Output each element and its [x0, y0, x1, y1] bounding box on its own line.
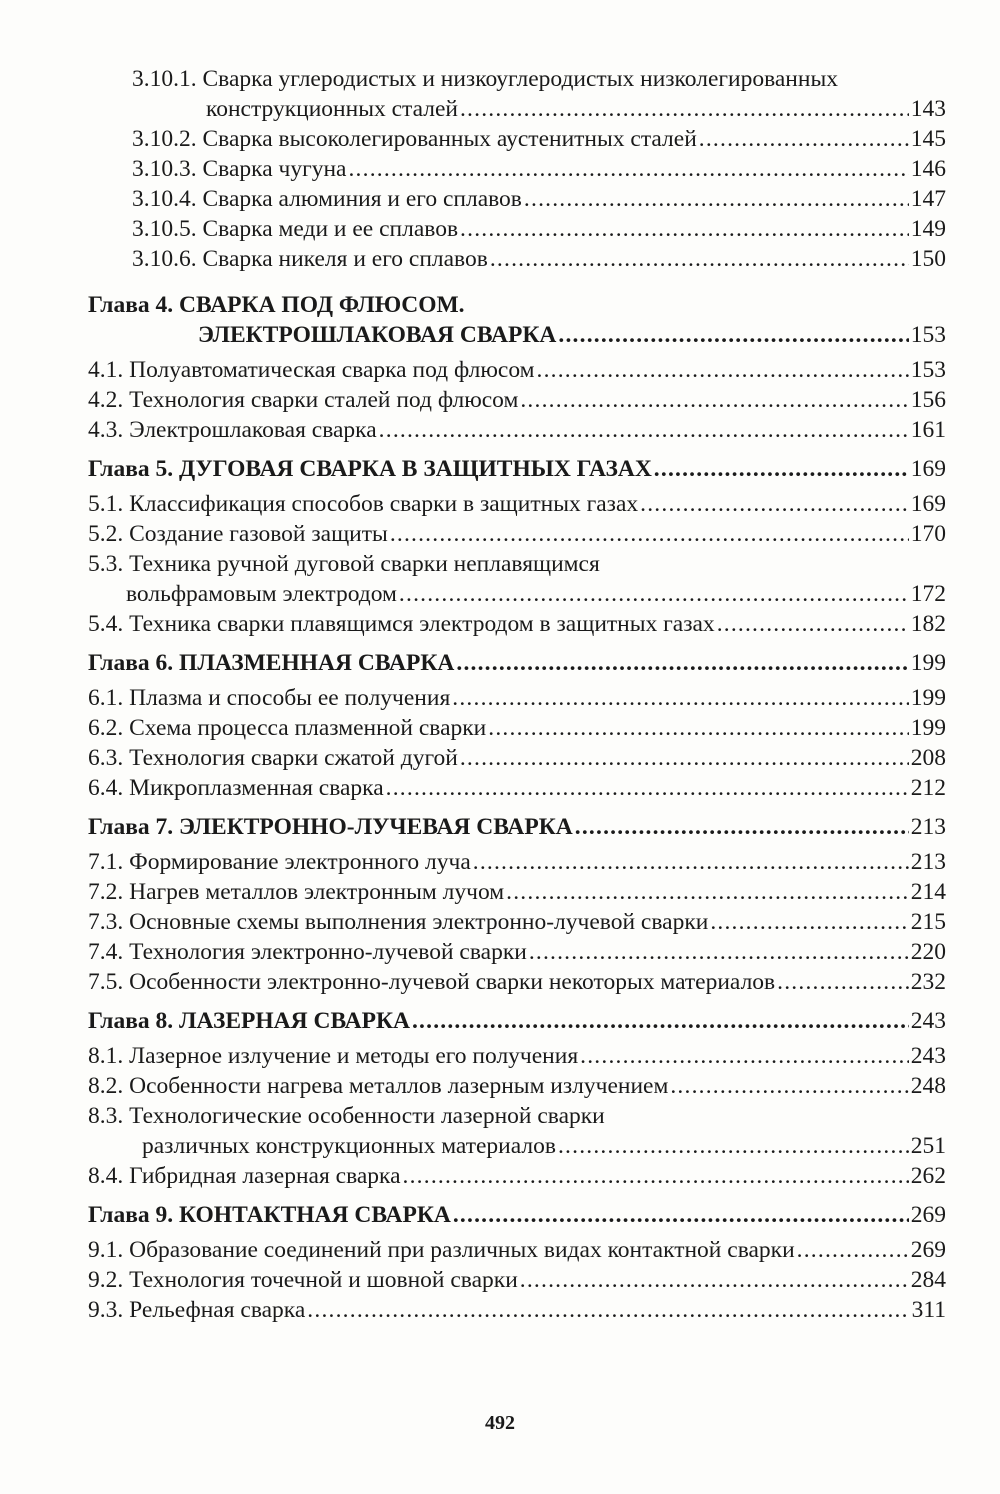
chapter-7-heading	[88, 812, 946, 842]
toc-entry-5-1	[88, 489, 946, 519]
toc-entry-text: 9.2. Технология точечной и шовной сварки	[88, 1267, 518, 1293]
dot-leader	[710, 907, 908, 937]
toc-entry-7-1	[88, 847, 946, 877]
chapter-title: Глава 5. ДУГОВАЯ СВАРКА В ЗАЩИТНЫХ ГАЗАХ	[88, 456, 652, 482]
toc-page-number: 170	[910, 521, 946, 547]
toc-entry-3-10-4	[88, 184, 946, 214]
toc-page-number: 262	[910, 1163, 946, 1189]
dot-leader	[558, 320, 908, 350]
toc-entry-text: 8.1. Лазерное излучение и методы его получения	[88, 1043, 579, 1069]
dot-leader	[537, 355, 909, 385]
toc-entry-text: 8.2. Особенности нагрева металлов лазерным излучением	[88, 1073, 669, 1099]
toc-entry-8-4	[88, 1161, 946, 1191]
toc-page-number: 150	[910, 246, 946, 272]
dot-leader	[490, 244, 909, 274]
toc-entry-3-10-1	[88, 64, 946, 124]
dot-leader	[488, 713, 908, 743]
chapter-title: Глава 8. ЛАЗЕРНАЯ СВАРКА	[88, 1008, 410, 1034]
toc-page-number: 269	[910, 1237, 946, 1263]
toc-entry-8-1	[88, 1041, 946, 1071]
dot-leader	[575, 812, 909, 842]
toc-entry-5-3	[88, 549, 946, 609]
toc-entry-7-3	[88, 907, 946, 937]
dot-leader	[524, 184, 909, 214]
toc-page-number: 269	[910, 1202, 946, 1228]
toc-page-number: 169	[910, 456, 946, 482]
toc-entry-text: 6.4. Микроплазменная сварка	[88, 775, 384, 801]
dot-leader	[506, 877, 909, 907]
dot-leader	[460, 214, 909, 244]
toc-entry-text: 5.3. Техника ручной дуговой сварки неплавящимся	[88, 551, 600, 577]
toc-entry-4-3	[88, 415, 946, 445]
toc-page-number: 145	[910, 126, 946, 152]
dot-leader	[670, 1071, 908, 1101]
dot-leader	[520, 1265, 909, 1295]
toc-page-number: 284	[910, 1267, 946, 1293]
toc-entry-8-3	[88, 1101, 946, 1161]
toc-page-number: 243	[910, 1043, 946, 1069]
toc-entry-text: 5.4. Техника сварки плавящимся электродом в защитных газах	[88, 611, 715, 637]
toc-entry-3-10-5	[88, 214, 946, 244]
toc-page-number: 199	[910, 685, 946, 711]
chapter-6-heading	[88, 648, 946, 678]
toc-page-number: 243	[910, 1008, 946, 1034]
dot-leader	[456, 648, 908, 678]
toc-page-number: 213	[910, 814, 946, 840]
dot-leader	[348, 154, 908, 184]
chapter-title: ЭЛЕКТРОШЛАКОВАЯ СВАРКА	[198, 322, 557, 348]
toc-page-number: 161	[910, 417, 946, 443]
toc-page-number: 214	[910, 879, 946, 905]
dot-leader	[699, 124, 909, 154]
toc-entry-3-10-6	[88, 244, 946, 274]
toc-entry-text: 3.10.4. Сварка алюминия и его сплавов	[132, 186, 522, 212]
toc-entry-text: 3.10.2. Сварка высоколегированных аустенитных сталей	[132, 126, 697, 152]
toc-entry-6-2	[88, 713, 946, 743]
dot-leader	[412, 1006, 909, 1036]
toc-page-number: 153	[910, 322, 946, 348]
dot-leader	[797, 1235, 909, 1265]
table-of-contents	[88, 64, 946, 1325]
toc-entry-9-2	[88, 1265, 946, 1295]
toc-page-number: 248	[910, 1073, 946, 1099]
toc-entry-text: 3.10.1. Сварка углеродистых и низкоуглеродистых низколегированных	[132, 66, 838, 92]
toc-page-number: 149	[910, 216, 946, 242]
toc-entry-text: 5.2. Создание газовой защиты	[88, 521, 388, 547]
chapter-title: Глава 6. ПЛАЗМЕННАЯ СВАРКА	[88, 650, 455, 676]
toc-entry-text: 9.3. Рельефная сварка	[88, 1297, 306, 1323]
toc-entry-7-5	[88, 967, 946, 997]
toc-page-number: 251	[910, 1133, 946, 1159]
toc-entry-5-4	[88, 609, 946, 639]
dot-leader	[452, 683, 908, 713]
toc-page-number: 311	[911, 1297, 946, 1323]
toc-page-number: 143	[910, 96, 946, 122]
toc-entry-text: 8.4. Гибридная лазерная сварка	[88, 1163, 401, 1189]
chapter-title: Глава 4. СВАРКА ПОД ФЛЮСОМ.	[88, 292, 465, 318]
toc-entry-text: 4.3. Электрошлаковая сварка	[88, 417, 377, 443]
dot-leader	[558, 1131, 909, 1161]
toc-entry-text: 4.2. Технология сварки сталей под флюсом	[88, 387, 519, 413]
toc-entry-6-1	[88, 683, 946, 713]
toc-page-number: 156	[910, 387, 946, 413]
dot-leader	[654, 454, 909, 484]
toc-entry-text: 3.10.6. Сварка никеля и его сплавов	[132, 246, 488, 272]
toc-entry-text: 7.2. Нагрев металлов электронным лучом	[88, 879, 505, 905]
toc-entry-9-3	[88, 1295, 946, 1325]
dot-leader	[390, 519, 909, 549]
toc-page-number: 199	[910, 650, 946, 676]
toc-page-number: 146	[910, 156, 946, 182]
dot-leader	[520, 385, 908, 415]
toc-entry-7-2	[88, 877, 946, 907]
chapter-4-heading	[88, 290, 946, 350]
toc-page-number: 199	[910, 715, 946, 741]
toc-page-number: 208	[910, 745, 946, 771]
dot-leader	[399, 579, 909, 609]
toc-entry-text: 3.10.3. Сварка чугуна	[132, 156, 347, 182]
toc-entry-text: 4.1. Полуавтоматическая сварка под флюсом	[88, 357, 535, 383]
toc-entry-8-2	[88, 1071, 946, 1101]
dot-leader	[717, 609, 909, 639]
toc-page-number: 169	[910, 491, 946, 517]
dot-leader	[379, 415, 909, 445]
toc-entry-text: 7.1. Формирование электронного луча	[88, 849, 471, 875]
toc-page-number: 215	[910, 909, 946, 935]
dot-leader	[460, 94, 909, 124]
toc-page-number: 147	[910, 186, 946, 212]
toc-page-number: 232	[910, 969, 946, 995]
dot-leader	[403, 1161, 909, 1191]
toc-entry-4-1	[88, 355, 946, 385]
chapter-8-heading	[88, 1006, 946, 1036]
page-number-footer: 492	[485, 1412, 515, 1434]
dot-leader	[460, 743, 909, 773]
toc-page-number: 220	[910, 939, 946, 965]
chapter-9-heading	[88, 1200, 946, 1230]
toc-entry-text: конструкционных сталей	[206, 96, 458, 122]
toc-entry-3-10-3	[88, 154, 946, 184]
toc-entry-text: 6.2. Схема процесса плазменной сварки	[88, 715, 487, 741]
dot-leader	[580, 1041, 909, 1071]
toc-entry-6-4	[88, 773, 946, 803]
toc-entry-4-2	[88, 385, 946, 415]
toc-entry-text: 6.1. Плазма и способы ее получения	[88, 685, 451, 711]
dot-leader	[473, 847, 909, 877]
dot-leader	[640, 489, 909, 519]
toc-entry-text: 6.3. Технология сварки сжатой дугой	[88, 745, 458, 771]
toc-entry-5-2	[88, 519, 946, 549]
chapter-5-heading	[88, 454, 946, 484]
toc-page-number: 182	[910, 611, 946, 637]
toc-entry-text: 8.3. Технологические особенности лазерной сварки	[88, 1103, 605, 1129]
toc-entry-9-1	[88, 1235, 946, 1265]
toc-entry-text: 7.5. Особенности электронно-лучевой сварки некоторых материалов	[88, 969, 776, 995]
dot-leader	[307, 1295, 909, 1325]
toc-page-number: 153	[910, 357, 946, 383]
toc-entry-text: 5.1. Классификация способов сварки в защитных газах	[88, 491, 639, 517]
dot-leader	[386, 773, 909, 803]
dot-leader	[453, 1200, 909, 1230]
toc-entry-text: 3.10.5. Сварка меди и ее сплавов	[132, 216, 459, 242]
toc-entry-6-3	[88, 743, 946, 773]
toc-page-number: 212	[910, 775, 946, 801]
dot-leader	[777, 967, 909, 997]
toc-entry-text: 7.3. Основные схемы выполнения электронно-лучевой сварки	[88, 909, 709, 935]
toc-entry-7-4	[88, 937, 946, 967]
dot-leader	[529, 937, 909, 967]
toc-entry-text: вольфрамовым электродом	[126, 581, 397, 607]
chapter-title: Глава 9. КОНТАКТНАЯ СВАРКА	[88, 1202, 451, 1228]
toc-page-number: 172	[910, 581, 946, 607]
toc-page-number: 213	[910, 849, 946, 875]
toc-entry-text: 7.4. Технология электронно-лучевой сварки	[88, 939, 527, 965]
toc-entry-text: 9.1. Образование соединений при различных видах контактной сварки	[88, 1237, 795, 1263]
toc-entry-3-10-2	[88, 124, 946, 154]
toc-entry-text: различных конструкционных материалов	[142, 1133, 556, 1159]
chapter-title: Глава 7. ЭЛЕКТРОННО-ЛУЧЕВАЯ СВАРКА	[88, 814, 573, 840]
